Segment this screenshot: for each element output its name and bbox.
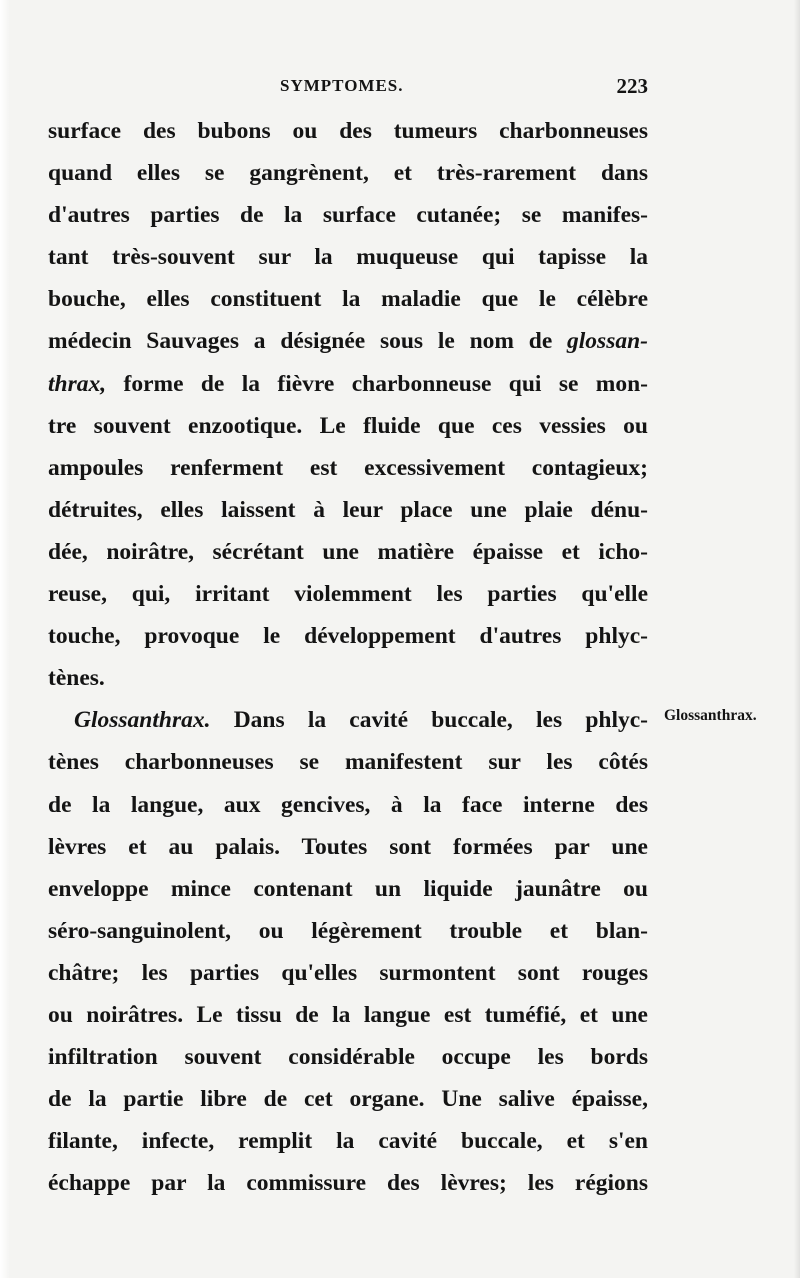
margin-note: Glossanthrax. <box>664 707 757 724</box>
text-line: filante, infecte, remplit la cavité buccale, et s'en <box>48 1128 648 1155</box>
text-line: quand elles se gangrènent, et très-rarement dans <box>48 160 648 187</box>
page-edge-shadow <box>794 0 800 1278</box>
text-line: ou noirâtres. Le tissu de la langue est tuméfié, et une <box>48 1001 648 1028</box>
text-line: infiltration souvent considérable occupe les bords <box>48 1044 648 1071</box>
text-line: de la langue, aux gencives, à la face interne des <box>48 791 648 818</box>
text-line: touche, provoque le développement d'autres phlyc- <box>48 623 648 650</box>
text-line: d'autres parties de la surface cutanée; se manifes- <box>48 202 648 229</box>
text-line: surface des bubons ou des tumeurs charbonneuses <box>48 118 648 144</box>
text-line: séro-sanguinolent, ou légèrement trouble et blan- <box>48 917 648 944</box>
text-line: échappe par la commissure des lèvres; les régions <box>48 1170 648 1197</box>
text-line: ampoules renferment est excessivement contagieux; <box>48 454 648 481</box>
body-text <box>48 110 648 1204</box>
text-line: tre souvent enzootique. Le fluide que ces vessies ou <box>48 412 648 439</box>
text-line: détruites, elles laissent à leur place une plaie dénu- <box>48 496 648 523</box>
text-line: Glossanthrax. Dans la cavité buccale, les phlyc- <box>74 707 648 734</box>
text-line: de la partie libre de cet organe. Une salive épaisse, <box>48 1086 648 1113</box>
text-line: enveloppe mince contenant un liquide jaunâtre ou <box>48 875 648 902</box>
running-head: SYMPTOMES. <box>280 76 404 95</box>
page-edge-highlight <box>0 0 10 1278</box>
page-header <box>48 74 648 102</box>
text-line: tènes. <box>48 665 105 692</box>
text-line: reuse, qui, irritant violemment les parties qu'elle <box>48 581 648 608</box>
page-number: 223 <box>616 74 648 98</box>
text-line: lèvres et au palais. Toutes sont formées par une <box>48 833 648 860</box>
text-line: châtre; les parties qu'elles surmontent sont rouges <box>48 959 648 986</box>
text-line: tènes charbonneuses se manifestent sur les côtés <box>48 749 648 776</box>
text-line: tant très-souvent sur la muqueuse qui tapisse la <box>48 244 648 271</box>
text-line: dée, noirâtre, sécrétant une matière épaisse et icho- <box>48 538 648 565</box>
text-line: bouche, elles constituent la maladie que le célèbre <box>48 286 648 313</box>
text-line: médecin Sauvages a désignée sous le nom de glossan- <box>48 328 648 355</box>
text-line: thrax, forme de la fièvre charbonneuse qui se mon- <box>48 370 648 397</box>
